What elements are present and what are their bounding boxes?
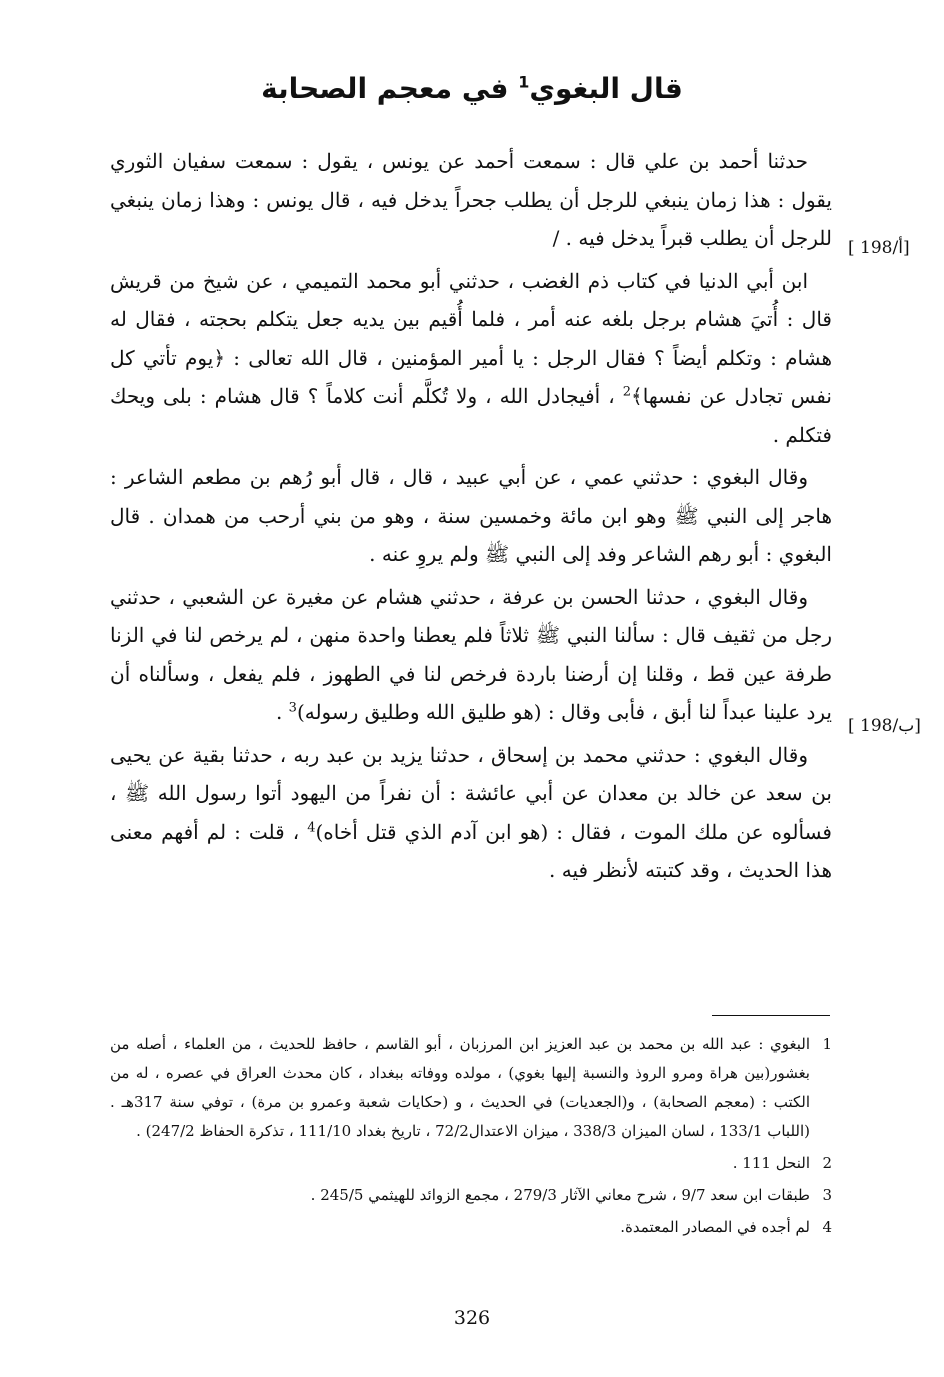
page-number: 326 [453, 1307, 491, 1329]
footnote-number: 4 [822, 1218, 832, 1236]
footnote-text: طبقات ابن سعد 9/7 ، شرح معاني الآثار 279/3 ، مجمع الزوائد للهيثمي 245/5 . [310, 1186, 810, 1204]
paragraph: حدثنا أحمد بن علي قال : سمعت أحمد عن يونس ، يقول : سمعت سفيان الثوري يقول : هذا زمان ينبغي للرجل أن يطلب جحراً يدخل فيه ، قال يونس : وهذا زمان ينبغي للرجل أن يطلب قبراً يدخل فيه . / [110, 149, 832, 250]
footnote-text: لم أجده في المصادر المعتمدة. [620, 1218, 810, 1236]
paragraph: وقال البغوي ، حدثنا الحسن بن عرفة ، حدثني هشام عن مغيرة عن الشعبي ، حدثني رجل من ثقيف قال : سألنا النبي ﷺ ثلاثاً فلم يعطنا واحدة منهن ، لم يرخص لنا في الزنا طرفة عين قط ، وقلنا إن أرضنا باردة فرخص لنا في الطهوز ، فلم يفعل ، وسألناه أن يرد علينا عبداً لنا أبق ، فأبى وقال : (هو طليق الله وطليق رسوله)$^3$ . [110, 584, 832, 724]
footnote [110, 1213, 832, 1242]
footnote-ref: 3 [288, 700, 297, 716]
paragraph: ابن أبي الدنيا في كتاب ذم الغضب ، حدثني أبو محمد التميمي ، عن شيخ من قريش قال : أُتيَ هشام برجل بلغه عنه أمر ، فلما أُقيم بين يديه جعل يتكلم بحجته ، فقال له هشام : وتكلم أيضاً ؟ فقال الرجل : يا أمير المؤمنين ، قال الله تعالى : ﴿يوم تأتي كل نفس تجادل عن نفسها﴾$^2$ ، أفيجادل الله ، ولا تُكلَّم أنت كلاماً ؟ قال هشام : بلى ويحك فتكلم . [110, 268, 832, 447]
main-text [110, 142, 832, 894]
page-title: قال البغوي$^1$ في معجم الصحابة [261, 72, 683, 105]
paragraph: وقال البغوي : حدثني عمي ، عن أبي عبيد ، قال ، قال أبو رُهم بن مطعم الشاعر : هاجر إلى النبي ﷺ وهو ابن مائة وخمسين سنة ، وهو من بني أرحب من همدان . قال البغوي : أبو رهم الشاعر وفد إلى النبي ﷺ ولم يروِ عنه . [110, 465, 832, 566]
footnote-number: 1 [822, 1035, 832, 1053]
footnote [110, 1149, 832, 1178]
footnote [110, 1181, 832, 1210]
footnote-number: 2 [822, 1154, 832, 1172]
manuscript-folio-marker: [ 198/أ] [848, 238, 910, 258]
footnote-ref: 4 [307, 819, 316, 835]
manuscript-folio-marker: [ 198/ب] [848, 716, 921, 736]
footnote [110, 1030, 832, 1146]
footnote-text: البغوي : عبد الله بن محمد بن عبد العزيز ابن المرزبان ، أبو القاسم ، حافظ للحديث ، من العلماء ، أصله من بغشور(بين هراة ومرو الروذ والنسبة إليها بغوي) ، مولده ووفاته ببغداد ، كان محدث العراق في عصره ، له من الكتب : (معجم الصحابة) ، و(الجعديات) في الحديث ، و (حكايات شعبة وعمرو بن مرة) ، توفي سنة 317هـ . (اللباب 133/1 ، لسان الميزان 338/3 ، ميزان الاعتدال72/2 ، تاريخ بغداد 111/10 ، تذكرة الحفاظ 247/2) . [110, 1035, 811, 1140]
footnote-separator [712, 1015, 830, 1016]
footnote-ref: 1 [518, 72, 530, 92]
footnote-number: 3 [822, 1186, 832, 1204]
footnotes [110, 1030, 832, 1245]
footnote-text: النحل 111 . [732, 1154, 810, 1172]
paragraph: وقال البغوي : حدثني محمد بن إسحاق ، حدثنا يزيد بن عبد ربه ، حدثنا بقية عن يحيى بن سعد عن خالد بن معدان عن أبي عائشة : أن نفراً من اليهود أتوا رسول الله ﷺ ، فسألوه عن ملك الموت ، فقال : (هو ابن آدم الذي قتل أخاه)$^4$ ، قلت : لم أفهم معنى هذا الحديث ، وقد كتبته لأنظر فيه . [110, 742, 832, 882]
footnote-ref: 2 [622, 384, 632, 400]
